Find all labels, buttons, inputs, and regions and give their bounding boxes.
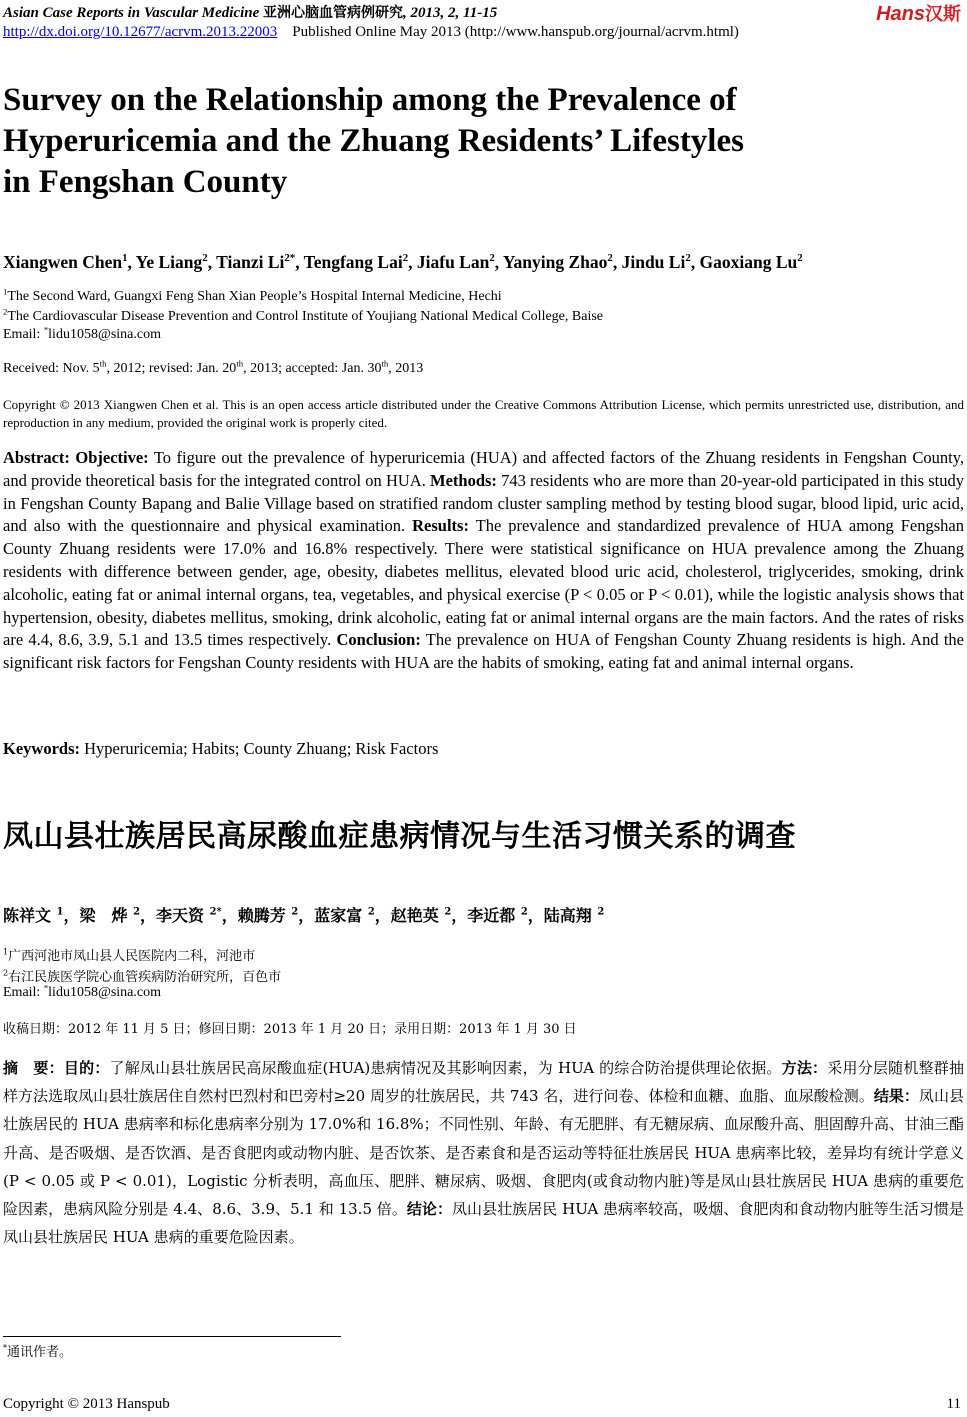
methods-text: 743 residents who are more than 20-year-old participated in this study in Fengshan County Bapang and Balie Village based on stratified random cluster sampling method by testing blood sugar, blood lipid, uric acid, and also with the questionnaire and physical examination. [3,470,965,536]
abstract-label: Abstract: [3,448,70,467]
author-sup: 2 [402,252,409,265]
author-sup: 2 [797,252,803,265]
author-cn: 蓝家富 [314,906,363,925]
email-line-cn [3,982,161,1001]
author-sup: 2 [607,252,613,265]
author-cn: 赵艳英 [390,906,439,925]
email-sup: * [43,982,49,993]
keywords-label: Keywords: [3,739,80,758]
author-cn-sup: 2 [520,906,528,918]
affiliation-cn-text: 右江民族医学院心血管疾病防治研究所，百色市 [8,970,282,985]
affiliation-sup: 2 [3,306,8,317]
objective-cn-text: 了解凤山县壮族居民高尿酸血症(HUA)患病情况及其影响因素，为 HUA 的综合防治提供理论依据。 [109,1059,782,1077]
methods-cn-text: 采用分层随机整群抽样方法选取凤山县壮族居住自然村巴烈村和巴旁村≥20 周岁的壮族居民，共 743 名，进行问卷、体检和血糖、血脂、血尿酸检测。 [3,1059,964,1106]
objective-text: To figure out the prevalence of hyperuricemia (HUA) and affected factors of the Zhuang residents in Fengshan County, and provide theoretical basis for the integrated control on HUA. [3,448,965,490]
title-line: in Fengshan County [3,164,288,200]
author-cn-sup: 2 [291,906,299,918]
paper-title-cn: 凤山县壮族居民高尿酸血症患病情况与生活习惯关系的调查 [3,819,796,854]
email-address: lidu1058@sina.com [48,327,161,342]
author-sup: 2 [685,252,691,265]
author: Yanying Zhao [502,252,608,272]
journal-name-cn: 亚洲心脑血管病例研究 [263,5,404,21]
received-sup: th [236,358,244,369]
author-cn-sup: 2 [133,906,141,918]
conclusion-cn-label: 结论： [406,1200,453,1219]
author-cn-sup: 2 [444,906,452,918]
email-address: lidu1058@sina.com [48,985,161,1000]
author-cn-sup: 2 [597,906,605,918]
affiliation-cn-sup: 1 [3,947,9,957]
footnote-rule [3,1336,341,1337]
received-sup: th [381,358,389,369]
footnote-sup: * [3,1343,8,1353]
author-sup: 1 [122,252,128,265]
affiliation-cn-sup: 2 [3,968,9,978]
email-sup: * [43,324,49,335]
results-cn-text: 凤山县壮族居民的 HUA 患病率和标化患病率分别为 17.0%和 16.8%；不同性别、年龄、有无肥胖、有无糖尿病、血尿酸升高、胆固醇升高、甘油三酯升高、是否吸烟、是否饮酒、是否食肥肉或动物内脏、是否饮茶、是否素食和是否运动等特征壮族居民 HUA 患病率比较，差异均有统计学意义(P < 0.05 或 P < 0.01)，Logistic 分析表明，高血压、肥胖、糖尿病、吸烟、食肥肉(或食动物内脏)等是凤山县壮族居民 HUA 患病的重要危险因素，患病风险分别是 4.4、8.6、3.9、5.1 和 13.5 倍。 [3,1087,964,1219]
received-part: , 2013; accepted: Jan. 30 [243,361,382,376]
author-list-cn: 陈祥文 $^1$，梁 烨 $^2$，李天资 $^{2*}$，赖腾芳 $^2$，蓝家富 $^2$，赵艳英 $^2$，李近都 $^2$，陆高翔 $^2$ [3,906,605,925]
title-line: Survey on the Relationship among the Prevalence of [3,82,737,118]
affiliation-cn-1 [3,945,255,964]
results-cn-label: 结果： [873,1087,919,1106]
title-line: Hyperuricemia and the Zhuang Residents’ Lifestyles [3,123,744,159]
abstract-cn [3,1054,964,1251]
author: Ye Liang [135,252,203,272]
paper-title [3,80,903,203]
received-part: , 2012; revised: Jan. 20 [106,361,237,376]
published-online: Published Online May 2013 (http://www.hanspub.org/journal/acrvm.html) [292,24,739,40]
conclusion-text: The prevalence on HUA of Fengshan County Zhuang residents is high. And the significant risk factors for Fengshan County residents with HUA are the habits of smoking, eating fat and animal internal organs. [3,630,964,673]
received-part: Received: Nov. 5 [3,361,100,376]
author: Tengfang Lai [303,252,403,272]
email-line [3,324,161,343]
author: Gaoxiang Lu [699,252,798,272]
hans-logo [876,0,961,26]
author-sup: 2 [489,252,495,265]
results-label: Results: [412,516,469,536]
author-list: Xiangwen Chen$^1$, Ye Liang$^2$, Tianzi $Li^{2*}$, Tengfang Lai$^2$, Jiafu Lan$^2$, Yanying Zhao$^2$, Jindu Li$^2$, Gaoxiang Lu$^2$ [3,252,803,272]
results-text: The prevalence and standardized prevalence of HUA among Fengshan County Zhuang residents were 17.0% and 16.8% respectively. There were statistical significance on HUA prevalence among the Zhuang residents with difference between gender, age, obesity, diabetes mellitus, elevated blood uric acid, cholesterol, triglycerides, smoking, drink alcoholic, eating fat or animal internal organs, tea, vegetables, and physical exercise (P < 0.05 or P < 0.01), while the logistic analysis shows that hypertension, obesity, diabetes mellitus, smoking, drink alcoholic, eating fat or animal internal organs are the main factors. And the rates of risks are 4.4, 8.6, 3.9, 5.1 and 13.5 times respectively. [3,516,965,650]
methods-label: Methods: [430,470,497,490]
affiliation-2 [3,306,603,325]
author-cn: 李近都 [467,906,516,925]
journal-name-en: Asian Case Reports in Vascular Medicine [3,5,260,21]
footnote-text: 通讯作者。 [7,1345,73,1360]
author-cn-sup: 2* [209,906,222,918]
abstract-en [3,447,964,675]
affiliation-1 [3,286,502,305]
affiliation-cn-text: 广西河池市凤山县人民医院内二科，河池市 [8,949,256,964]
doi-link[interactable]: http://dx.doi.org/10.12677/acrvm.2013.22003 [3,24,278,40]
footer-copyright: Copyright © 2013 Hanspub [3,1396,170,1412]
author-cn-sup: 2 [367,906,375,918]
page-number: 11 [946,1396,961,1412]
keywords-line [3,739,438,759]
objective-cn-label: 目的： [63,1059,110,1077]
affiliation-text: The Second Ward, Guangxi Feng Shan Xian People’s Hospital Internal Medicine, Hechi [7,289,502,304]
email-label: Email: [3,327,44,342]
objective-label: Objective: [75,448,149,467]
email-label: Email: [3,985,44,1000]
author-cn-sup: 1 [56,906,64,918]
author-cn: 赖腾芳 [237,906,286,925]
methods-cn-label: 方法： [781,1059,828,1077]
conclusion-label: Conclusion: [336,630,421,650]
received-dates [3,358,424,377]
author-cn: 陈祥文 [3,906,52,925]
doi-line [3,24,739,41]
logo-text-en: Hans [876,3,925,25]
author: Xiangwen Chen [3,252,123,272]
conclusion-cn-text: 凤山县壮族居民 HUA 患病率较高，吸烟、食肥肉和食动物内脏等生活习惯是凤山县壮族居民 HUA 患病的重要危险因素。 [3,1200,964,1247]
author: Jiafu Lan [416,252,490,272]
keywords-text: Hyperuricemia; Habits; County Zhuang; Risk Factors [84,739,439,758]
received-part: , 2013 [388,361,424,376]
copyright-notice: Copyright © 2013 Xiangwen Chen et al. This is an open access article distributed under the Creative Commons Attribution License, which permits unrestricted use, distribution, and reproduction in any medium, provided the original work is properly cited. [3,397,964,430]
received-dates-cn: 收稿日期：2012 年 11 月 5 日；修回日期：2013 年 1 月 20 日；录用日期：2013 年 1 月 30 日 [3,1022,577,1037]
author: Jindu Li [621,252,686,272]
author-cn: 梁 烨 [79,906,128,925]
author-cn: 李天资 [156,906,205,925]
journal-citation: , 2013, 2, 11-15 [403,5,498,21]
author-sup: 2 [202,252,208,265]
journal-header [3,2,497,22]
received-sup: th [99,358,107,369]
footnote [3,1341,72,1360]
affiliation-text: The Cardiovascular Disease Prevention and Control Institute of Youjiang National Medical College, Baise [7,309,603,324]
author: Tianzi Li [216,252,285,272]
author-cn: 陆高翔 [543,906,592,925]
logo-text-cn: 汉斯 [925,4,961,25]
abstract-cn-label: 摘 要： [3,1059,64,1077]
affiliation-sup: 1 [3,286,8,297]
author-sup: 2* [284,252,296,265]
